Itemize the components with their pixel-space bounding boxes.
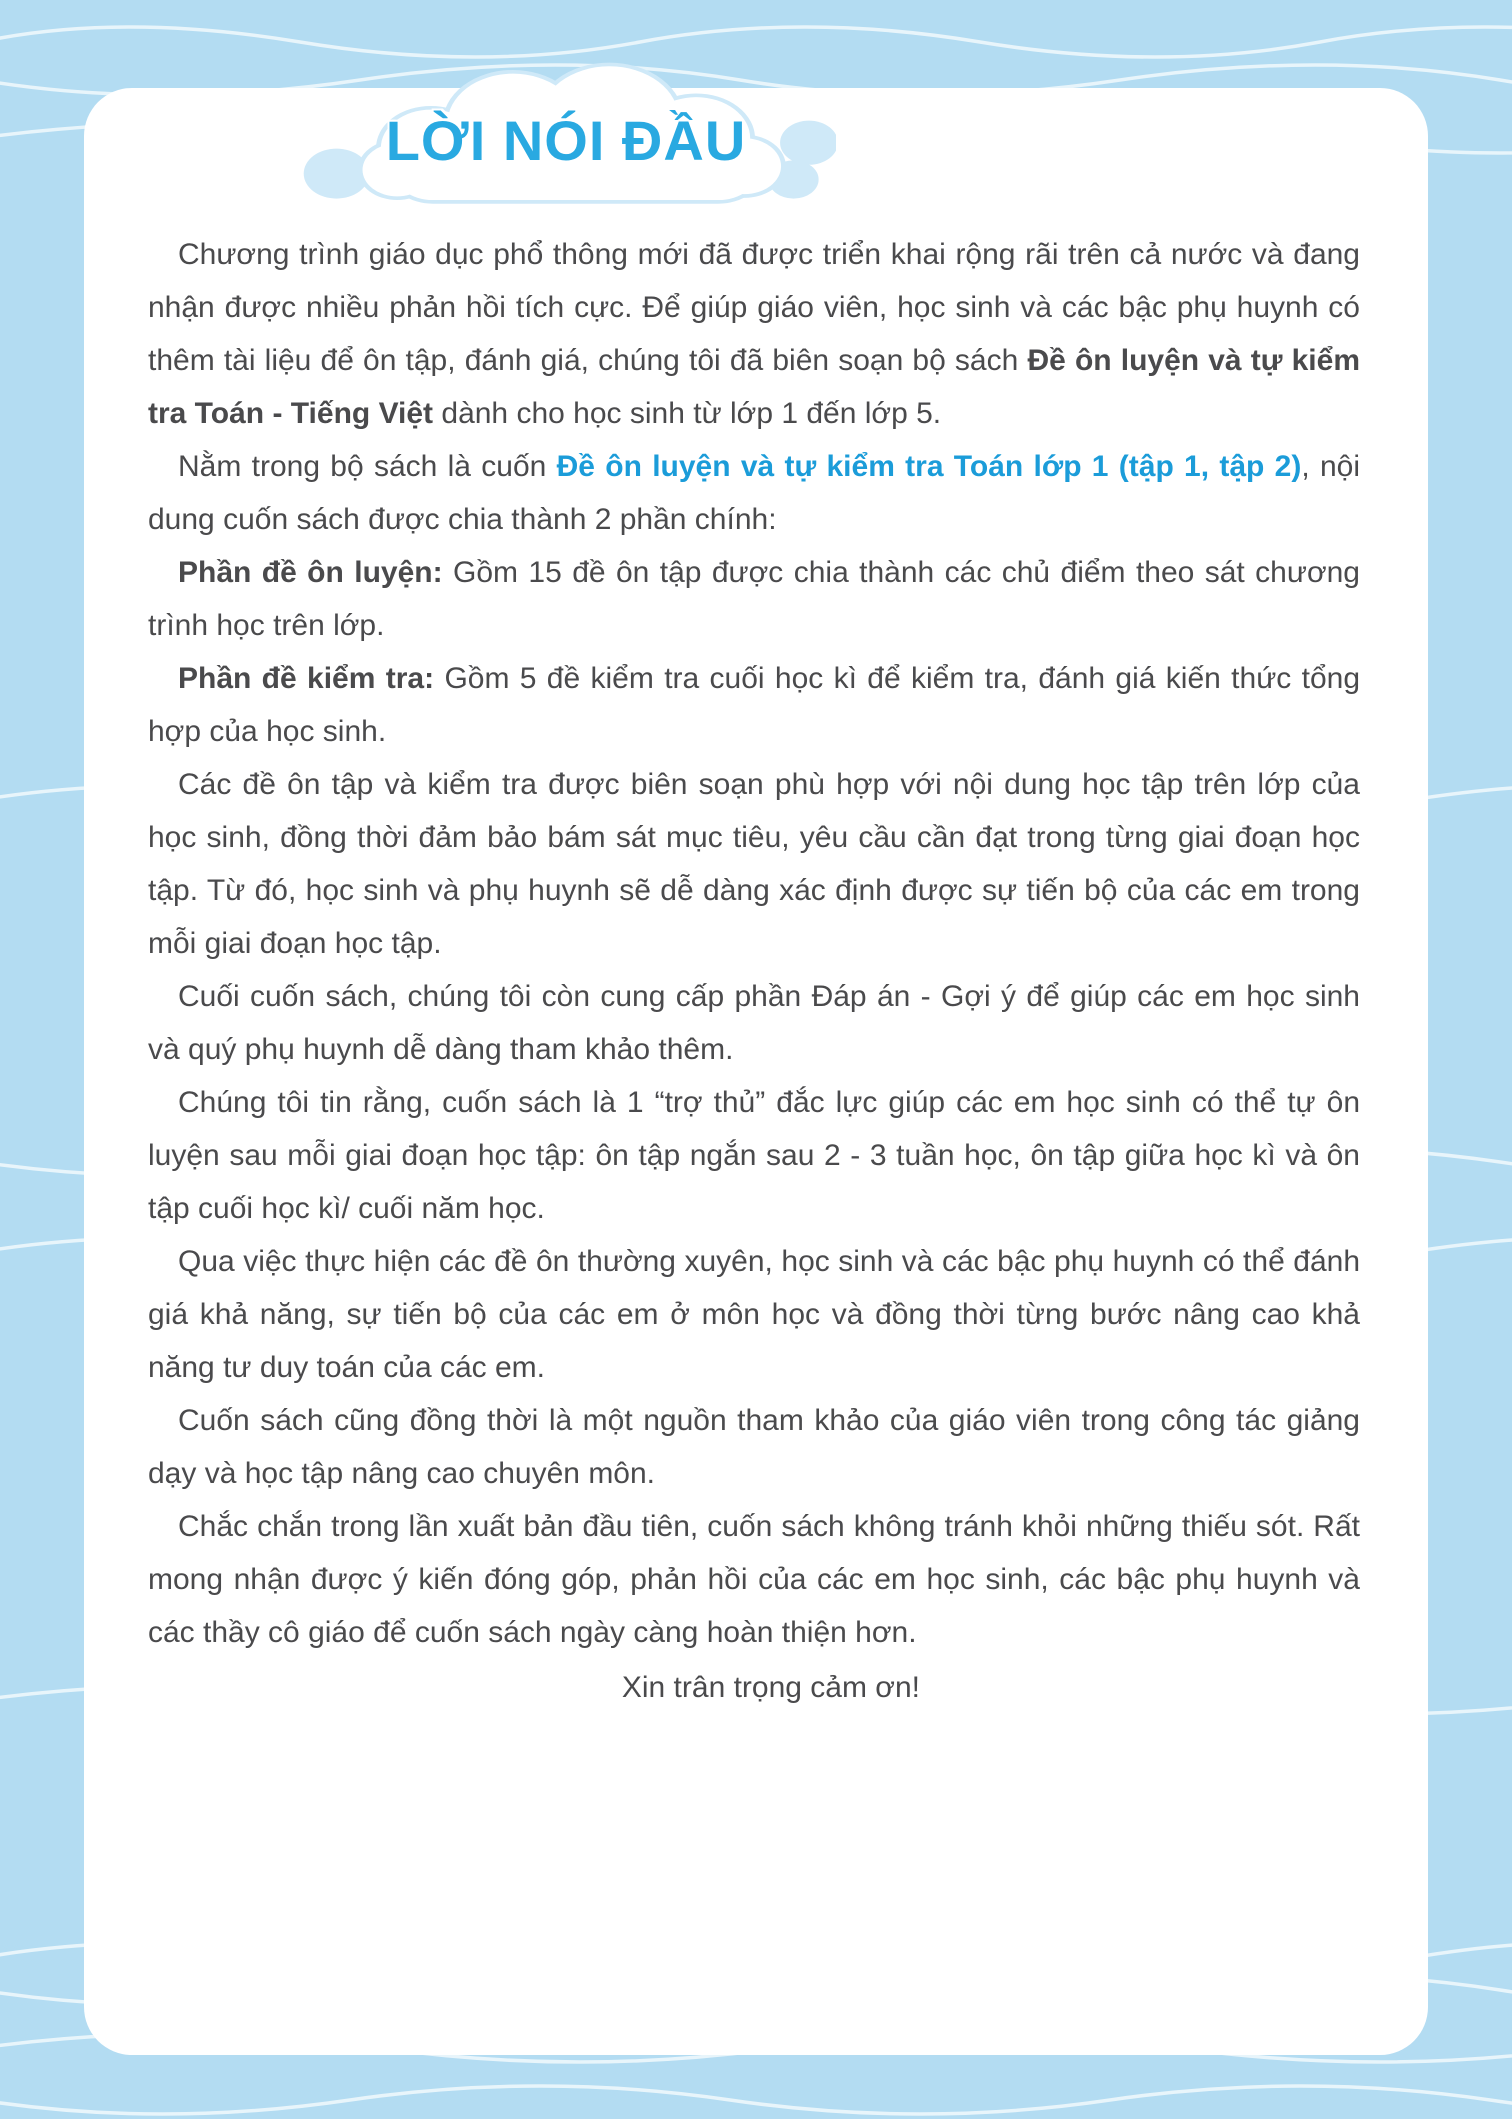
text-segment: dành cho học sinh từ lớp 1 đến lớp 5. [433, 397, 942, 430]
text-segment: Chắc chắn trong lần xuất bản đầu tiên, cuốn sách không tránh khỏi những thiếu sót. Rất mong nhận được ý kiến đóng góp, phản hồi của các em học sinh, các bậc phụ huynh và các thầy cô giáo để cuốn sách ngày càng hoàn thiện hơn. [148, 1510, 1360, 1649]
text-segment: Đề ôn luyện và tự kiểm tra Toán - Tiếng Việt [148, 344, 1360, 430]
text-segment: Các đề ôn tập và kiểm tra được biên soạn phù hợp với nội dung học tập trên lớp của học sinh, đồng thời đảm bảo bám sát mục tiêu, yêu cầu cần đạt trong từng giai đoạn học tập. Từ đó, học sinh và phụ huynh sẽ dễ dàng xác định được sự tiến bộ của các em trong mỗi giai đoạn học tập. [148, 768, 1360, 960]
text-segment: Cuốn sách cũng đồng thời là một nguồn tham khảo của giáo viên trong công tác giảng dạy và học tập nâng cao chuyên môn. [148, 1404, 1360, 1490]
preface-paragraph [148, 546, 1360, 652]
text-segment: Chương trình giáo dục phổ thông mới đã được triển khai rộng rãi trên cả nước và đang nhận được nhiều phản hồi tích cực. Để giúp giáo viên, học sinh và các bậc phụ huynh có thêm tài liệu để ôn tập, đánh giá, chúng tôi đã biên soạn bộ sách [148, 238, 1360, 377]
text-segment: Nằm trong bộ sách là cuốn [178, 450, 557, 483]
preface-paragraph [148, 758, 1360, 970]
text-segment: Qua việc thực hiện các đề ôn thường xuyên, học sinh và các bậc phụ huynh có thể đánh giá khả năng, sự tiến bộ của các em ở môn học và đồng thời từng bước nâng cao khả năng tư duy toán của các em. [148, 1245, 1360, 1384]
text-segment: Phần đề kiểm tra: [178, 662, 445, 695]
title-cloud [296, 56, 836, 214]
preface-paragraph [148, 970, 1360, 1076]
text-segment: Chúng tôi tin rằng, cuốn sách là 1 “trợ thủ” đắc lực giúp các em học sinh có thể tự ôn luyện sau mỗi giai đoạn học tập: ôn tập ngắn sau 2 - 3 tuần học, ôn tập giữa học kì và ôn tập cuối học kì/ cuối năm học. [148, 1086, 1360, 1225]
preface-paragraph [148, 440, 1360, 546]
page-title: LỜI NÓI ĐẦU [385, 108, 747, 172]
preface-paragraph [148, 1394, 1360, 1500]
preface-body [148, 228, 1360, 1714]
text-segment: Gồm 5 đề kiểm tra cuối học kì để kiểm tra, đánh giá kiến thức tổng hợp của học sinh. [148, 662, 1361, 748]
preface-paragraph [148, 652, 1360, 758]
closing-line: Xin trân trọng cảm ơn! [621, 1671, 920, 1704]
paragraph-container [148, 228, 1360, 1659]
text-segment: Đề ôn luyện và tự kiểm tra Toán lớp 1 (tập 1, tập 2) [556, 450, 1302, 483]
content-card [84, 88, 1428, 2055]
preface-paragraph [148, 1235, 1360, 1394]
text-segment: Phần đề ôn luyện: [178, 556, 453, 589]
preface-paragraph [148, 228, 1360, 440]
preface-paragraph [148, 1500, 1360, 1659]
preface-paragraph [148, 1076, 1360, 1235]
text-segment: , nội dung cuốn sách được chia thành 2 phần chính: [148, 450, 1361, 536]
text-segment: Gồm 15 đề ôn tập được chia thành các chủ điểm theo sát chương trình học trên lớp. [148, 556, 1360, 642]
text-segment: Cuối cuốn sách, chúng tôi còn cung cấp phần Đáp án - Gợi ý để giúp các em học sinh và quý phụ huynh dễ dàng tham khảo thêm. [148, 980, 1360, 1066]
